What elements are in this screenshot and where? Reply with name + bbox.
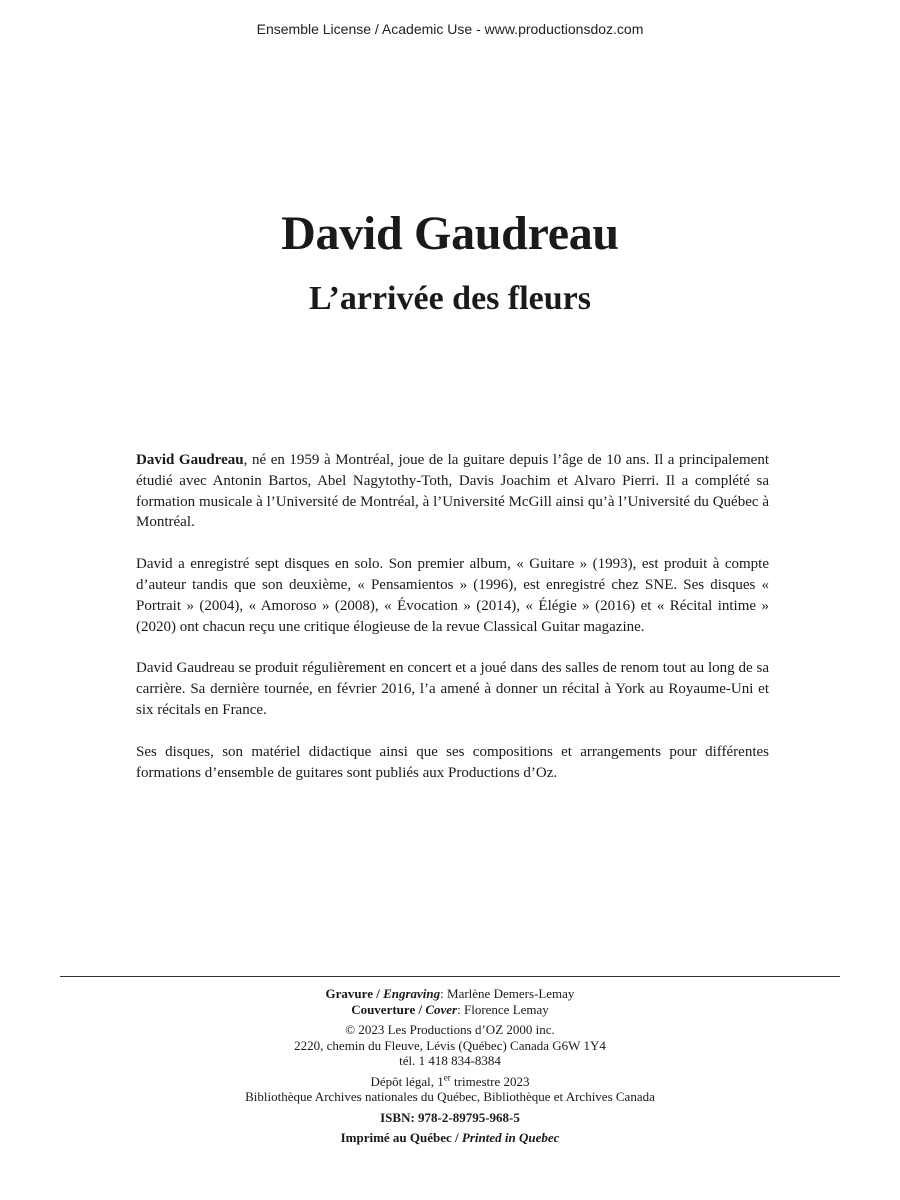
colophon	[0, 986, 900, 1146]
copyright: © 2023 Les Productions d’OZ 2000 inc.	[345, 1022, 555, 1037]
cover-credit	[0, 1002, 900, 1018]
bio-paragraph-2: David a enregistré sept disques en solo. Son premier album, « Guitare » (1993), est produit à compte d’auteur tandis que son deuxième, « Pensamientos » (1996), est enregistré chez SNE. Ses disques « Portrait » (2004), « Amoroso » (2008), « Évocation » (2014), « Élégie » (2016) et « Récital intime » (2020) ont chacun reçu une critique élogieuse de la revue Classical Guitar magazine.	[136, 556, 769, 635]
biography	[136, 450, 769, 804]
engraving-label-en: Engraving	[383, 986, 441, 1001]
publisher-phone: tél. 1 418 834-8384	[399, 1053, 501, 1068]
engraving-name: : Marlène Demers-Lemay	[440, 986, 575, 1001]
cover-label-en: Cover	[425, 1001, 458, 1017]
bio-paragraph-3: David Gaudreau se produit régulièrement en concert et a joué dans des salles de renom tout au long de sa carrière. Sa dernière tournée, en février 2016, l’a amené à donner un récital à York au Royaume-Uni et six récitals en France.	[136, 660, 769, 718]
printed-in	[0, 1130, 900, 1146]
footer-divider	[60, 976, 840, 977]
printed-fr: Imprimé au Québec /	[340, 1130, 459, 1145]
printed-en: Printed in Quebec	[461, 1130, 560, 1145]
isbn-text: ISBN: 978-2-89795-968-5	[380, 1109, 520, 1125]
legal-deposit-suffix: trimestre 2023	[450, 1073, 530, 1089]
bio-paragraph-1-text: , né en 1959 à Montréal, joue de la guitare depuis l’âge de 10 ans. Il a principalement étudié avec Antonin Bartos, Abel Nagytothy-Toth, Davis Joachim et Alvaro Pierri. Il a complété sa formation musicale à l’Université de Montréal, à l’Université McGill ainsi qu’à l’Université du Québec à Montréal.	[136, 452, 769, 531]
engraving-credit	[0, 986, 900, 1002]
bio-paragraph-4: Ses disques, son matériel didactique ainsi que ses compositions et arrangements pour différentes formations d’ensemble de guitares sont publiés aux Productions d’Oz.	[136, 743, 769, 781]
library-archives: Bibliothèque Archives nationales du Québec, Bibliothèque et Archives Canada	[245, 1089, 655, 1104]
publisher-address: 2220, chemin du Fleuve, Lévis (Québec) Canada G6W 1Y4	[294, 1037, 606, 1053]
bio-paragraph-1	[136, 450, 769, 533]
cover-name: : Florence Lemay	[457, 1001, 549, 1017]
isbn	[0, 1110, 900, 1126]
legal-deposit-prefix: Dépôt légal, 1	[370, 1073, 444, 1089]
license-header: Ensemble License / Academic Use - www.productionsdoz.com	[256, 21, 644, 37]
work-title: L’arrivée des fleurs	[308, 280, 591, 317]
bio-name: David Gaudreau	[136, 452, 244, 468]
composer-name: David Gaudreau	[281, 207, 619, 260]
legal-deposit-sup: er	[443, 1072, 451, 1083]
cover-label-fr: Couverture /	[351, 1001, 423, 1017]
legal-deposit	[0, 1074, 900, 1090]
engraving-label-fr: Gravure /	[325, 986, 380, 1001]
